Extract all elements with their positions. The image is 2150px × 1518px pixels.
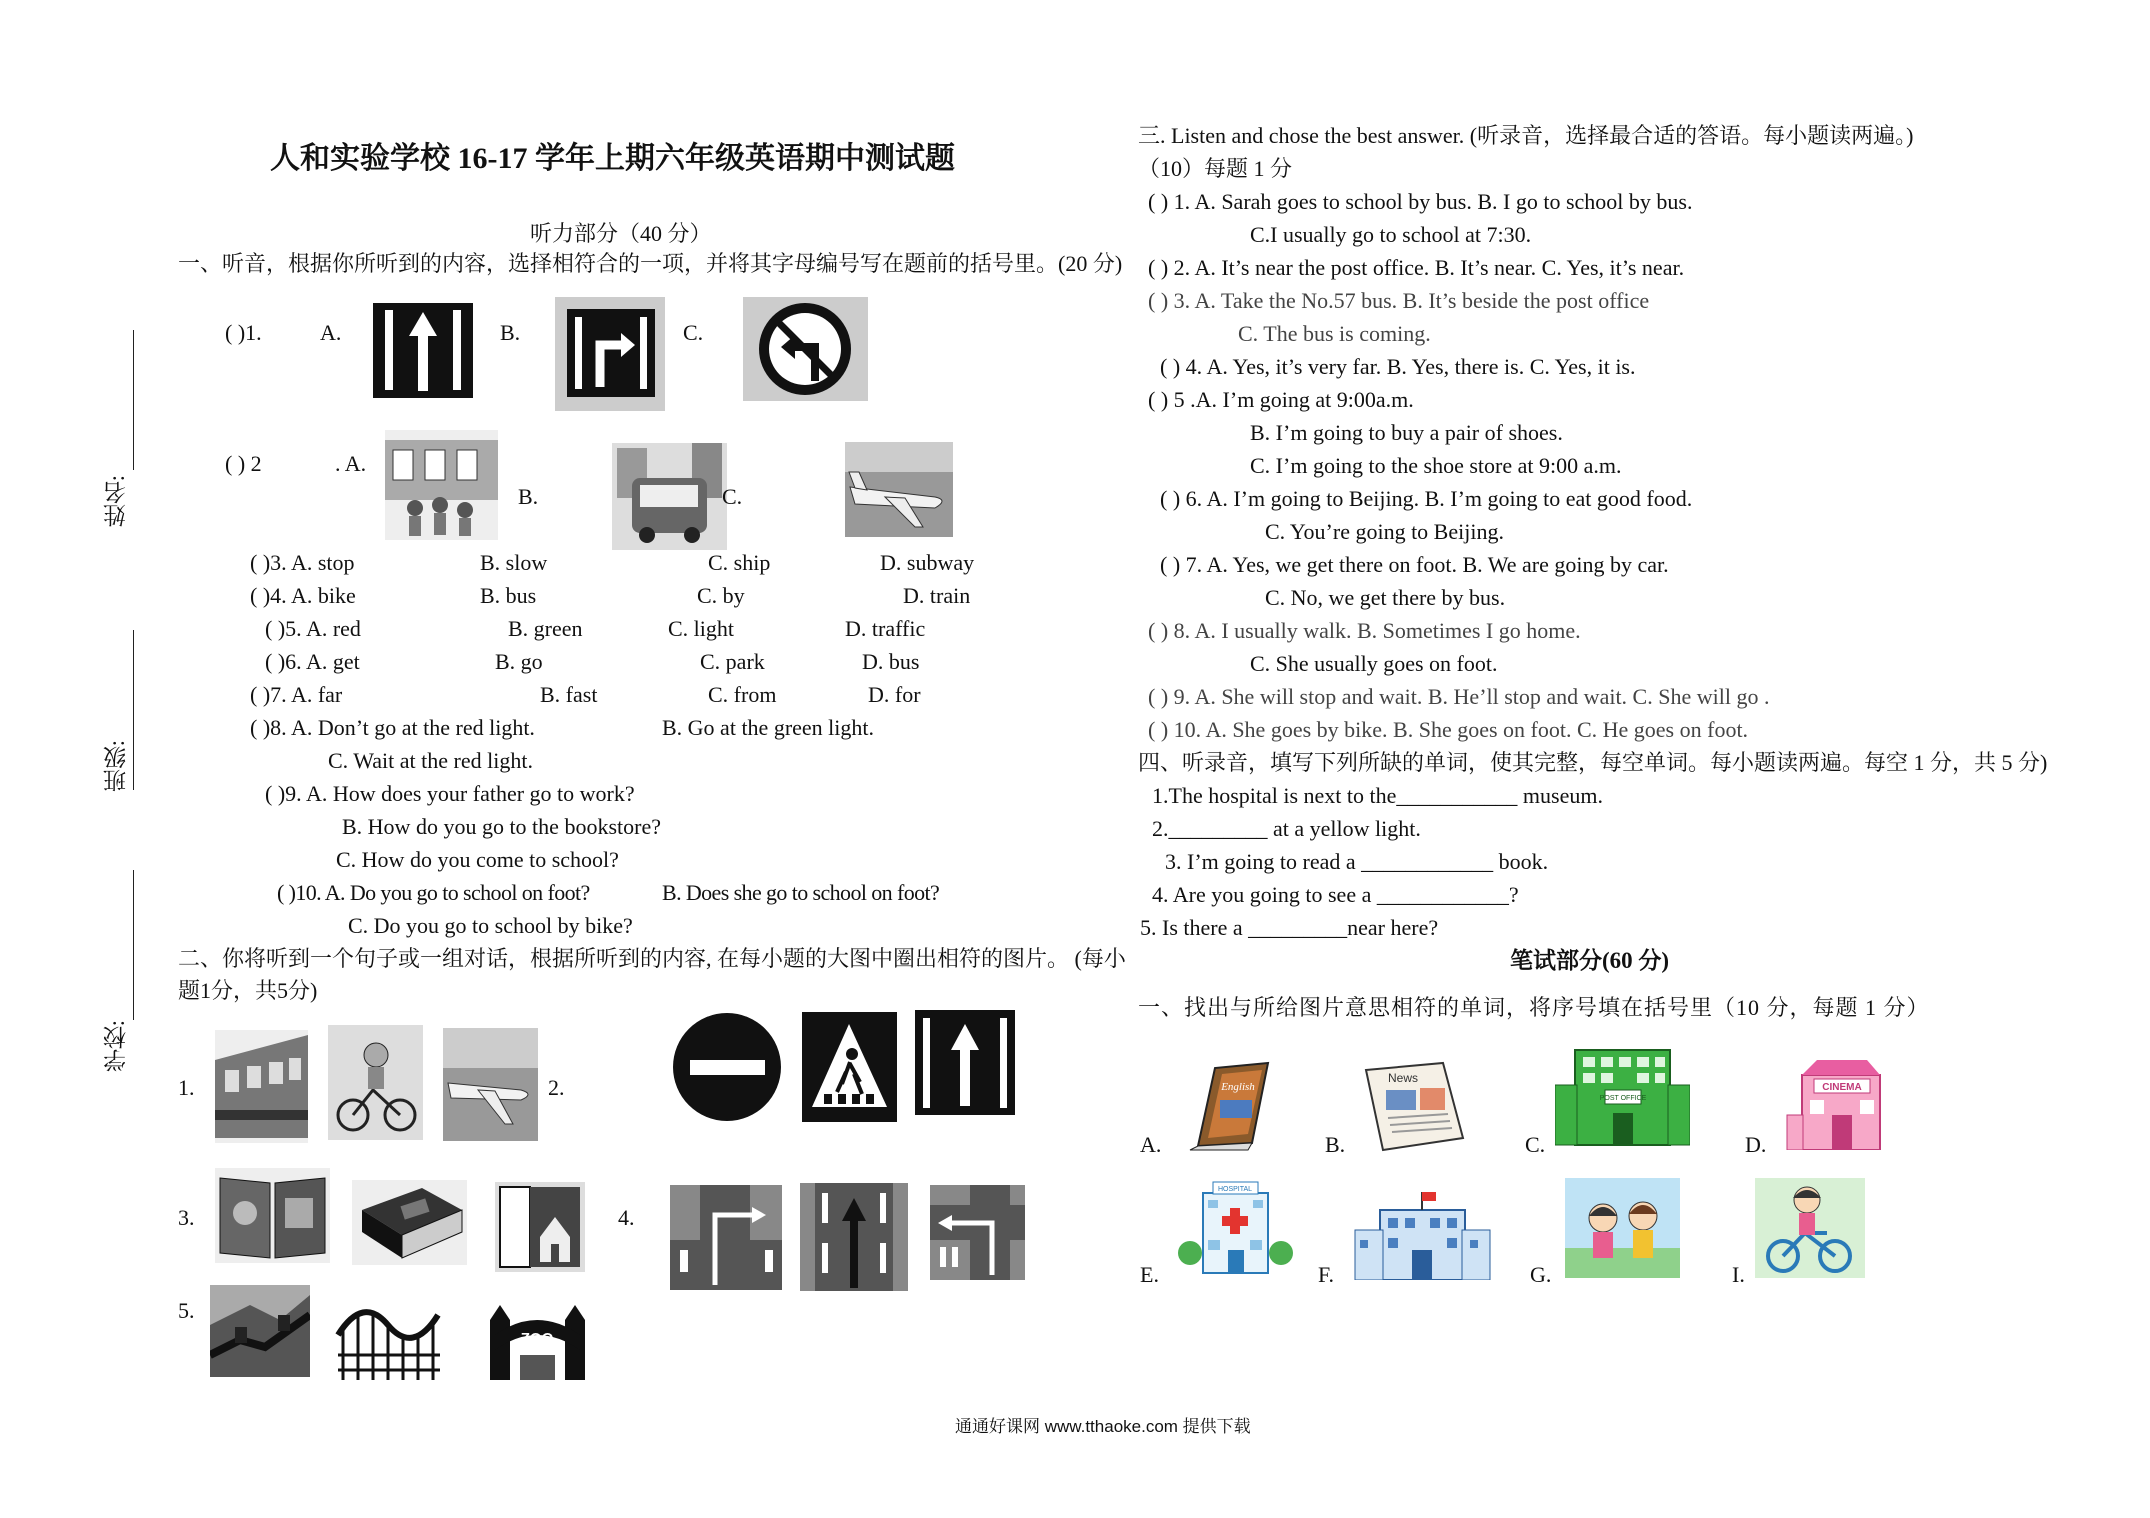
item-6-b: B. go [495,649,543,674]
english-book-image [1180,1058,1280,1153]
sec2-instructions-line1: 二、你将听到一个句子或一组对话，根据所听到的内容, 在每小题的大图中圈出相符的图片。 (每小 [178,946,1126,971]
q10-option-a: ( )10. A. Do you go to school on foot? [277,880,590,905]
q1-option-c: C. [683,320,704,345]
roller-coaster-image [333,1295,445,1380]
great-wall-image [210,1285,310,1377]
no-entry-sign-icon [670,1010,785,1125]
zoo-gate-image [485,1295,590,1380]
listening-header: 听力部分（40 分） [530,221,712,246]
cinema-image [1782,1055,1897,1150]
sec3-line: ( ) 1. A. Sarah goes to school by bus. B. I go to school by bus. [1148,189,1693,214]
sec3-line: ( ) 2. A. It’s near the post office. B. It’s near. C. Yes, it’s near. [1148,255,1685,280]
bus-street-image [612,443,727,550]
q9-option-b: B. How do you go to the bookstore? [342,814,661,839]
item-5-d: D. traffic [845,616,926,641]
sec3-line: ( ) 4. A. Yes, it’s very far. B. Yes, there is. C. Yes, it is. [1160,354,1636,379]
train-passengers-image [385,430,498,540]
no-left-turn-sign-icon [743,297,868,401]
fill-line: 2._________ at a yellow light. [1152,816,1421,841]
item-7-num: ( )7. A. far [250,682,343,707]
sec3-line: C. No, we get there by bus. [1265,585,1506,610]
q2-option-b: B. [518,484,539,509]
sec2-num-5: 5. [178,1298,195,1323]
item-4-num: ( )4. A. bike [250,583,356,608]
boy-riding-bike-image [328,1025,423,1140]
item-5-c: C. light [668,616,735,641]
pic-label-c: C. [1525,1132,1546,1157]
pic-label-f: F. [1318,1262,1334,1287]
post-office-text: POST OFFICE [1599,1095,1647,1102]
margin-line [133,870,134,1020]
item-7-b: B. fast [540,682,598,707]
sec3-line: C. She usually goes on foot. [1250,651,1498,676]
pic-label-a: A. [1140,1132,1162,1157]
sec3-line: C. The bus is coming. [1238,321,1431,346]
school-building-image [1350,1190,1495,1280]
kids-sightseeing-image [1565,1178,1680,1278]
sec3-line: ( ) 3. A. Take the No.57 bus. B. It’s beside the post office [1148,288,1650,313]
item-3-b: B. slow [480,550,548,575]
item-6-d: D. bus [862,649,920,674]
margin-line [133,330,134,470]
sec2-instructions-line2: 题1分，共5分) [178,978,318,1003]
item-3-d: D. subway [880,550,975,575]
sec3-line: ( ) 7. A. Yes, we get there on foot. B. We are going by car. [1160,552,1669,577]
train-image [215,1030,308,1143]
cinema-text: CINEMA [1822,1082,1862,1093]
sec3-line: ( ) 8. A. I usually walk. B. Sometimes I go home. [1148,618,1581,643]
name-label: 姓名: [104,475,129,528]
zoo-sign-text: ZOO [520,1330,554,1347]
q9-option-a: ( )9. A. How does your father go to work? [265,781,635,806]
written-header: 笔试部分(60 分) [1510,948,1670,973]
hospital-image [1178,1178,1293,1278]
item-5-b: B. green [508,616,583,641]
girl-riding-bike-image [1755,1178,1865,1278]
airplane-image [845,442,953,537]
writ1-instructions: 一、找出与所给图片意思相符的单词，将序号填在括号里（10 分，每题 1 分） [1138,995,1930,1020]
storybook-image [495,1182,585,1272]
q2-number: ( ) 2 [225,451,262,476]
sec1-instructions: 一、听音，根据你所听到的内容，选择相符合的一项，并将其字母编号写在题前的括号里。(20 分) [178,251,1123,276]
road-turn-right-image [670,1185,782,1290]
sec2-num-4: 4. [618,1205,635,1230]
item-6-c: C. park [700,649,765,674]
item-7-d: D. for [868,682,921,707]
sec3-line: C. I’m going to the shoe store at 9:00 a.m. [1250,453,1622,478]
item-7-c: C. from [708,682,777,707]
q8-option-a: ( )8. A. Don’t go at the red light. [250,715,535,740]
hospital-text: HOSPITAL [1217,1186,1253,1193]
pedestrian-crossing-sign-icon [802,1012,897,1122]
q8-option-b: B. Go at the green light. [662,715,875,740]
straight-arrow-sign-icon-2 [915,1010,1015,1115]
margin-line [133,630,134,790]
item-6-num: ( )6. A. get [265,649,360,674]
english-book-text: English [1221,1081,1255,1093]
class-label: 班级: [104,740,129,793]
item-5-num: ( )5. A. red [265,616,361,641]
sec2-num-2: 2. [548,1075,565,1100]
sec3-line: ( ) 5 .A. I’m going at 9:00a.m. [1148,387,1414,412]
newspaper-image [1358,1058,1468,1153]
sec3-line: ( ) 9. A. She will stop and wait. B. He’ll stop and wait. C. She will go . [1148,684,1770,709]
post-office-image [1555,1045,1690,1150]
airplane-image-2 [443,1028,538,1141]
picture-book-image [215,1168,330,1263]
item-4-c: C. by [697,583,745,608]
road-straight-image [800,1183,908,1291]
sec3-line: ( ) 10. A. She goes by bike. B. She goes on foot. C. He goes on foot. [1148,717,1749,742]
sec2-num-3: 3. [178,1205,195,1230]
fill-line: 1.The hospital is next to the___________ museum. [1152,783,1603,808]
fill-line: 5. Is there a _________near here? [1140,915,1439,940]
pic-label-e: E. [1140,1262,1159,1287]
q2-option-a: . A. [335,451,367,476]
q8-option-c: C. Wait at the red light. [328,748,533,773]
q10-option-b: B. Does she go to school on foot? [662,880,940,905]
sec3-instructions-line2: （10）每题 1 分 [1138,156,1293,181]
q1-number: ( )1. [225,320,262,345]
item-3-c: C. ship [708,550,771,575]
pic-label-g: G. [1530,1262,1552,1287]
fill-line: 4. Are you going to see a ____________? [1152,882,1519,907]
sec3-line: ( ) 6. A. I’m going to Beijing. B. I’m going to eat good food. [1160,486,1693,511]
newspaper-text: News [1388,1071,1419,1085]
q10-option-c: C. Do you go to school by bike? [348,913,633,938]
pic-label-d: D. [1745,1132,1767,1157]
q2-option-c: C. [722,484,743,509]
item-4-b: B. bus [480,583,537,608]
pic-label-i: I. [1732,1262,1745,1287]
road-turn-left-image [930,1185,1025,1280]
item-4-d: D. train [903,583,971,608]
page-title: 人和实验学校 16-17 学年上期六年级英语期中测试题 [270,142,955,175]
sec2-num-1: 1. [178,1075,195,1100]
school-label: 学校: [104,1020,129,1073]
sec3-line: C.I usually go to school at 7:30. [1250,222,1532,247]
item-3-num: ( )3. A. stop [250,550,355,575]
q9-option-c: C. How do you come to school? [336,847,619,872]
sec3-line: C. You’re going to Beijing. [1265,519,1504,544]
fill-line: 3. I’m going to read a ____________ book. [1165,849,1549,874]
q1-option-b: B. [500,320,521,345]
footer-text: 通通好课网 www.tthaoke.com 提供下载 [955,1417,1251,1436]
pic-label-b: B. [1325,1132,1346,1157]
sec3-instructions-line1: 三. Listen and chose the best answer. (听录音，选择最合适的答语。每小题读两遍。) [1138,123,1914,148]
straight-arrow-sign-icon [365,298,480,403]
book-icon [352,1180,467,1265]
sec4-instructions: 四、听录音，填写下列所缺的单词，使其完整，每空单词。每小题读两遍。每空 1 分，共 5 分) [1138,750,2048,775]
right-turn-sign-icon [555,297,665,411]
q1-option-a: A. [320,320,342,345]
sec3-line: B. I’m going to buy a pair of shoes. [1250,420,1563,445]
